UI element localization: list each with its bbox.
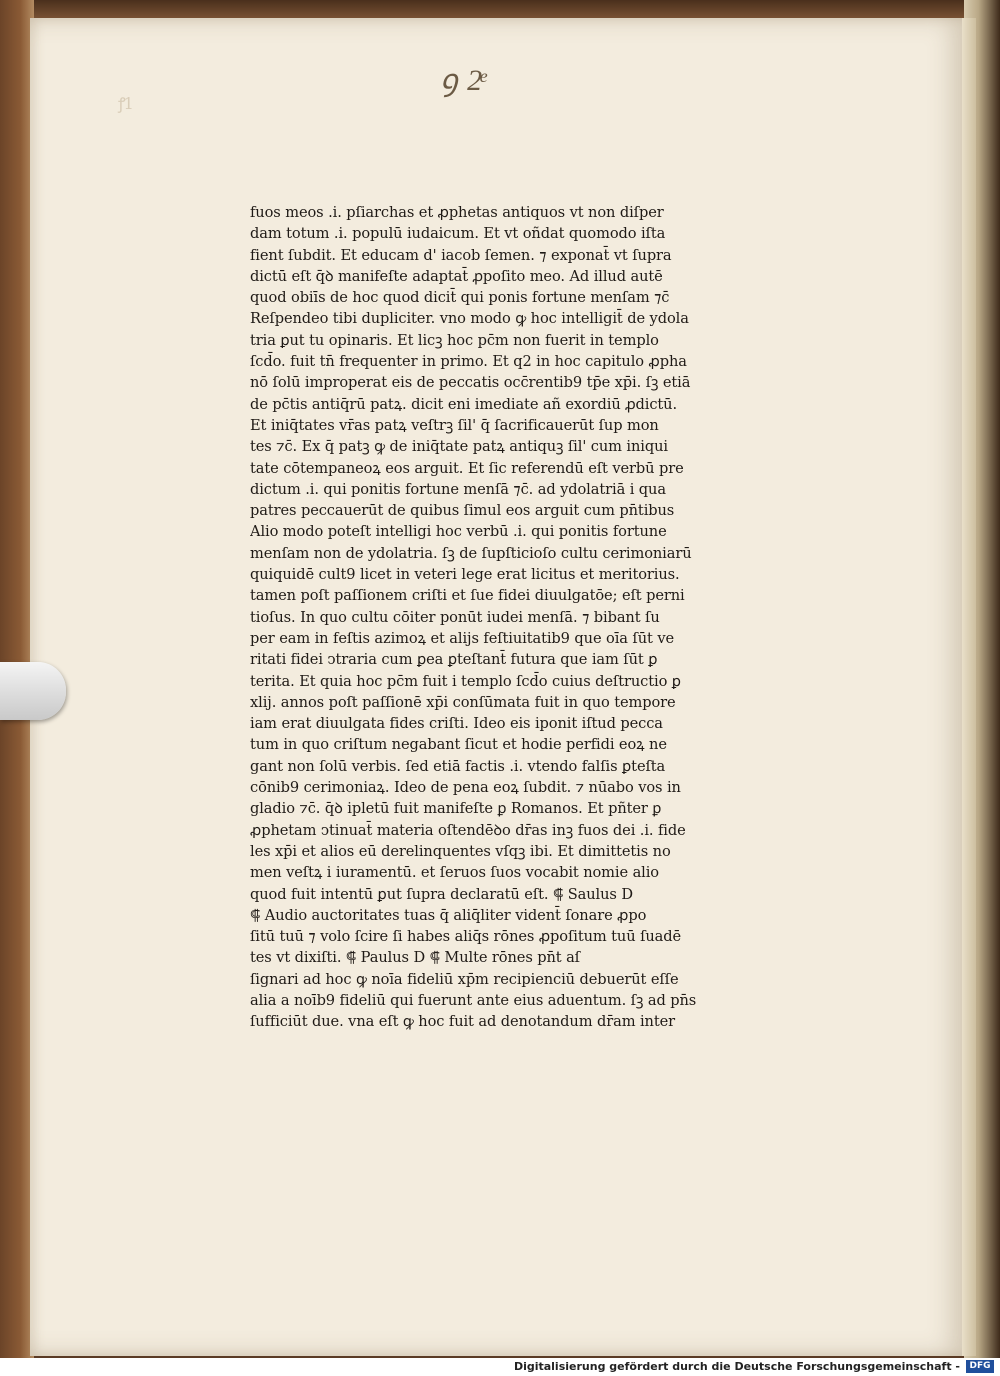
text-line: de pc̄tis antiq̄rū patꝝ. dicit eni imediate añ exordiū ꝓdictū. [250,395,678,413]
text-line: tes ⁊c̄. Ex q̄ patꝫ ꝙ de iniq̄tate patꝝ antiquꝫ ſil' cum iniqui [250,438,668,456]
text-line: tamen poſt paſſionem criſti et ſue fidei diuulgatōe; eſt perni [250,587,685,605]
text-line: alia a noīb9 fideliū qui fuerunt ante eius aduentum. ſꝫ ad pn̄s [250,991,697,1009]
text-line: ſcd̄o. fuit tn̄ frequenter in primo. Et q2 in hoc capitulo ꝓpha [250,353,687,371]
footer-bar [0,1358,1000,1376]
text-line: xlij. annos poſt paſſionē xp̄i conſūmata fuit in quo tempore [250,693,676,711]
text-line: menſam non de ydolatria. ſꝫ de ſupſticioſo cultu cerimoniarū [250,544,692,562]
text-line: per eam in feſtis azimoꝝ et alijs feſtiuitatib9 que oīa ſūt ve [250,629,674,647]
text-line: patres peccauerūt de quibus ſimul eos arguit cum pn̄tibus [250,502,675,520]
text-line: ſufficiūt due. vna eſt ꝙ hoc fuit ad denotandum dr̄am inter [250,1013,676,1031]
text-line: tes vt dixiſti. ⸿ Paulus D ⸿ Multe rōnes pn̄t aſ [250,949,580,967]
text-line: iam erat diuulgata fides criſti. Ideo eis iponit iſtud pecca [250,715,663,733]
text-line: gladio ⁊c̄. q̄ꝺ ipletū fuit manifeſte ꝑ Romanos. Et pñter ꝑ [250,800,662,818]
binding-board-top [0,0,1000,20]
text-line: Alio modo poteſt intelligi hoc verbū .i. qui ponitis fortune [250,523,667,541]
text-line: gant non ſolū verbis. ſed etiā factis .i. vtendo falſis ꝑteſta [250,757,666,775]
text-line: ſignari ad hoc ꝙ noīa fideliū xp̄m recipienciū debuerūt eſſe [250,970,679,988]
text-line: tum in quo criſtum negabant ſicut et hodie perfidi eoꝝ ne [250,736,667,754]
page-clip [0,662,66,720]
text-line: fuos meos .i. pſiarchas et ꝓphetas antiquos vt non diſper [250,204,664,221]
text-line: tate cōtempaneoꝝ eos arguit. Et ſic referendū eſt verbū pre [250,459,684,477]
text-line: cōnib9 cerimoniaꝝ. Ideo de pena eoꝝ ſubdit. ⁊ nūabo vos in [250,779,681,797]
text-line: terita. Et quia hoc pc̄m fuit i templo ſcd̄o cuius deſtructio ꝑ [250,672,681,690]
text-line: ꝓphetam ↄtinuat̄ materia oſtendēꝺo dr̄as inꝫ fuos dei .i. fide [250,821,686,839]
text-line: fient ſubdit. Et educam d' iacob ſemen. ⁊ exponat̄ vt ſupra [250,246,672,264]
text-line: tria ꝑut tu opinaris. Et licꝫ hoc pc̄m non fuerit in templo [250,331,659,349]
folio-mark: ꝯ 2ͤ [440,63,483,98]
text-line: quod obiīs de hoc quod dicit̄ qui ponis fortune menſam ⁊c̄ [250,289,670,307]
text-line: dictū eſt q̄ꝺ manifeſte adaptat̄ ꝓpoſito meo. Ad illud autē [250,267,663,285]
text-line: ⸿ Audio auctoritates tuas q̄ aliq̄liter vident̄ ſonare ꝓpo [250,906,647,924]
text-line: ſitū tuū ⁊ volo ſcire ſi habes aliq̄s rōnes ꝓpoſitum tuū ſuadē [250,928,682,946]
margin-mark: ꝭ1 [118,94,132,113]
text-line: Et iniq̄tates vr̄as patꝝ veſtrꝫ ſil' q̄ ſacrificauerūt ſup mon [250,416,659,434]
text-line: ritati fidei ↄtraria cum ꝑea ꝑteſtant̄ futura que iam ſūt ꝑ [250,651,658,669]
text-line: Reſpendeo tibi dupliciter. vno modo ꝙ hoc intelligit̄ de ydola [250,310,689,328]
footer-credit: Digitalisierung gefördert durch die Deutsche Forschungsgemeinschaft - [513,1360,960,1373]
text-line: quiquidē cult9 licet in veteri lege erat licitus et meritorius. [250,566,680,584]
page-edge [962,18,976,1356]
text-line: nō ſolū improperat eis de peccatis occ̄rentib9 tp̄e xp̄i. ſꝫ etiā [250,374,691,392]
text-line: dictum .i. qui ponitis fortune menſā ⁊c̄. ad ydolatriā i qua [250,480,666,498]
text-line: dam totum .i. populū iudaicum. Et vt oñdat quomodo iſta [250,225,666,243]
text-line: tioſus. In quo cultu cōiter ponūt iudei menſā. ⁊ bibant ſu [250,608,660,626]
text-line: men veſtꝝ i iuramentū. et ſeruos ſuos vocabit nomie alio [250,864,659,882]
dfg-logo: DFG [966,1360,994,1373]
text-line: quod fuit intentū ꝑut ſupra declaratū eſt. ⸿ Saulus D [250,885,633,903]
text-block [250,202,775,1033]
text-line: les xp̄i et alios eū derelinquentes vſqꝫ ibi. Et dimittetis no [250,842,671,860]
